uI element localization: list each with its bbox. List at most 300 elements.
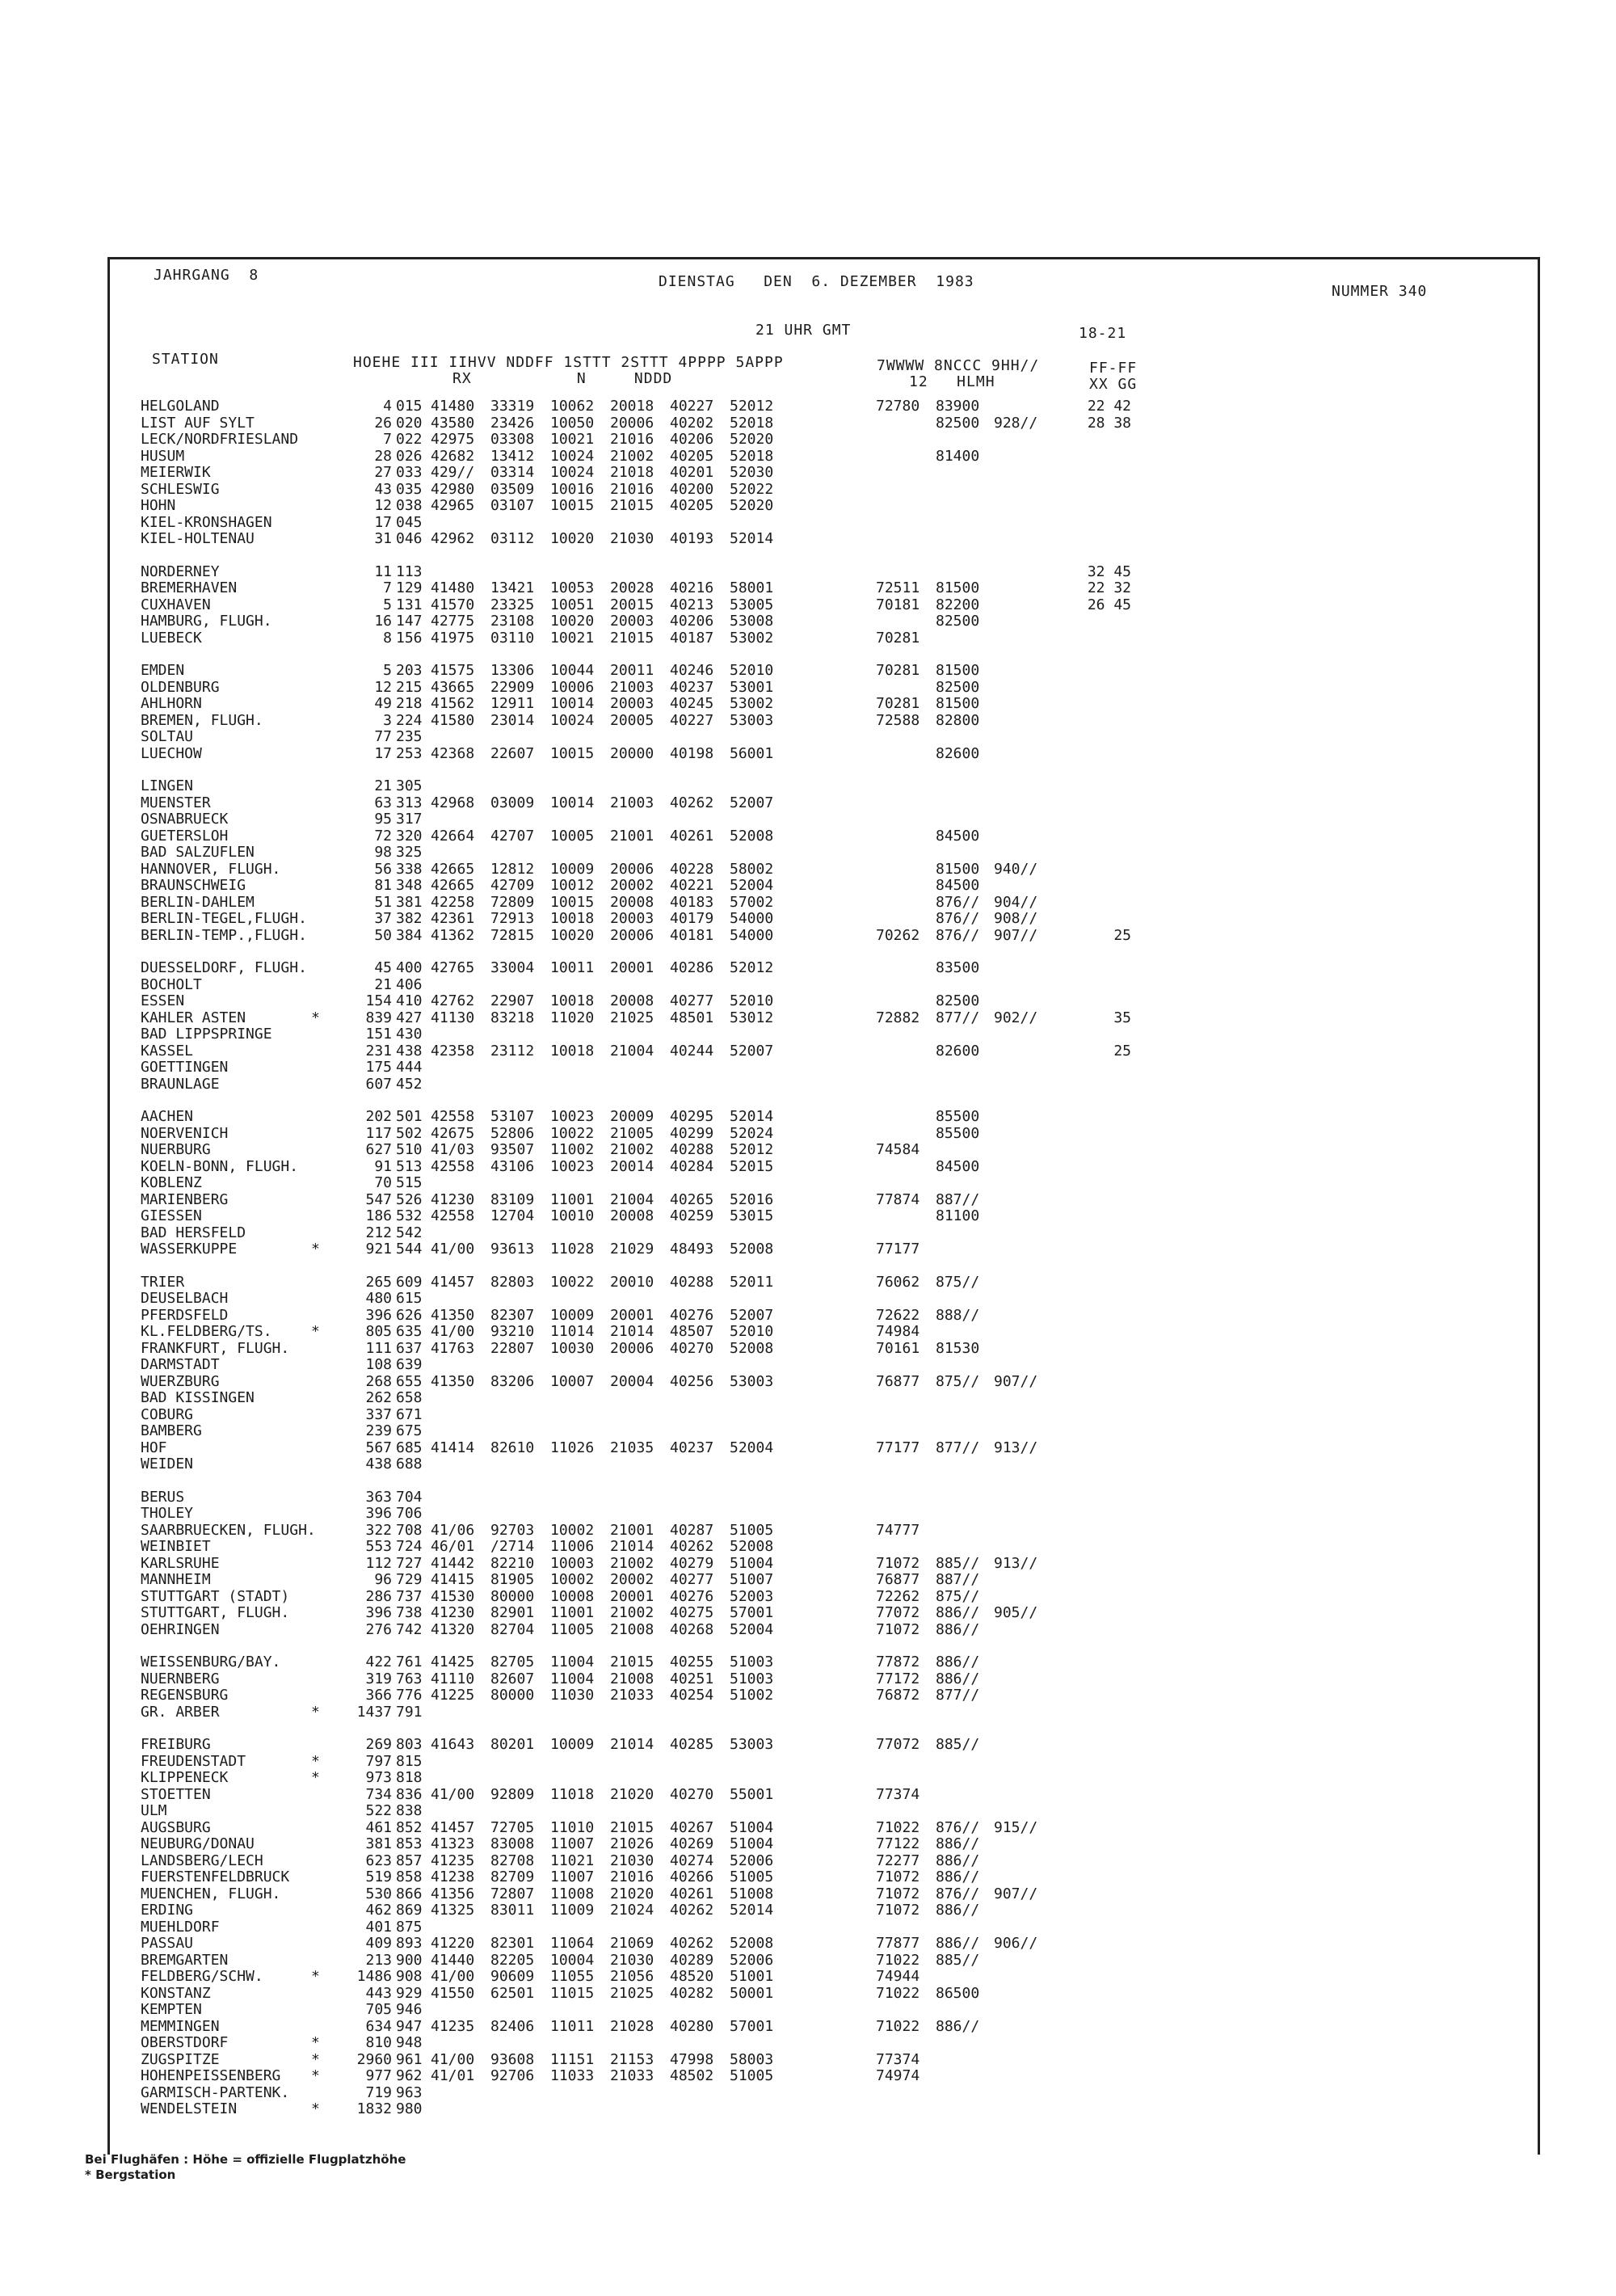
station-index: 384	[396, 926, 423, 944]
group-4pppp: 40246	[670, 662, 714, 679]
station-row	[129, 1440, 1180, 1457]
elevation: 519	[365, 1868, 392, 1885]
group-5appp: 53003	[730, 711, 774, 729]
station-name: WASSERKUPPE	[141, 1241, 238, 1258]
group-iihvv: 43665	[431, 678, 475, 696]
elevation: 322	[365, 1521, 392, 1539]
mountain-mark: *	[311, 1009, 320, 1026]
group-2sttt: 21014	[610, 1323, 654, 1340]
group-8nccc: 81500	[936, 579, 980, 596]
group-2sttt: 20003	[610, 910, 654, 927]
group-8nccc: 886//	[936, 1935, 980, 1952]
group-1sttt: 11007	[550, 1868, 595, 1885]
station-row	[129, 515, 1180, 532]
elevation: 43	[374, 480, 392, 498]
station-index: 706	[396, 1505, 423, 1522]
group-2sttt: 20003	[610, 613, 654, 630]
group-2sttt: 21003	[610, 794, 654, 811]
group-1sttt: 10023	[550, 1108, 595, 1125]
group-4pppp: 40262	[670, 794, 714, 811]
group-iihvv: 41235	[431, 2017, 475, 2035]
group-9hh: 907//	[994, 926, 1038, 944]
group-iihvv: 42980	[431, 480, 475, 498]
group-iihvv: 42965	[431, 497, 475, 514]
group-5appp: 58001	[730, 579, 774, 596]
group-4pppp: 40259	[670, 1207, 714, 1224]
station-index: 815	[396, 1752, 423, 1770]
station-name: BERUS	[141, 1488, 185, 1506]
group-1sttt: 11020	[550, 1009, 595, 1026]
group-iihvv: 41530	[431, 1587, 475, 1605]
group-2sttt: 21008	[610, 1670, 654, 1687]
station-row	[129, 993, 1180, 1010]
mountain-mark: *	[311, 2067, 320, 2084]
elevation: 5	[383, 596, 392, 613]
group-iihvv: 41110	[431, 1670, 475, 1687]
station-row	[129, 960, 1180, 977]
group-gap	[129, 1721, 1180, 1737]
elevation: 461	[365, 1818, 392, 1836]
station-index: 033	[396, 464, 423, 481]
elevation: 567	[365, 1439, 392, 1456]
group-9hh: 902//	[994, 1009, 1038, 1026]
station-name: KIEL-HOLTENAU	[141, 530, 255, 547]
volume-label: JAHRGANG 8	[154, 267, 259, 284]
group-9hh: 940//	[994, 860, 1038, 878]
station-row	[129, 1969, 1180, 1986]
group-8nccc: 81400	[936, 447, 980, 465]
station-index: 724	[396, 1538, 423, 1555]
station-name: BREMERHAVEN	[141, 579, 238, 596]
group-iihvv: 41225	[431, 1687, 475, 1704]
group-nddff: 72807	[490, 1885, 535, 1902]
group-2sttt: 21015	[610, 497, 654, 514]
group-iihvv: 41643	[431, 1736, 475, 1753]
station-name: BAD SALZUFLEN	[141, 844, 255, 861]
code-header-line1: HOEHE III IIHVV NDDFF 1STTT 2STTT 4PPPP 5APPP	[353, 354, 784, 371]
station-row	[129, 1556, 1180, 1573]
group-2sttt: 21020	[610, 1785, 654, 1803]
mountain-mark: *	[311, 2050, 320, 2068]
group-2sttt: 21003	[610, 678, 654, 696]
group-9hh: 907//	[994, 1885, 1038, 1902]
group-iihvv: 41/03	[431, 1141, 475, 1158]
group-iihvv: 41235	[431, 1852, 475, 1869]
group-gap	[129, 647, 1180, 663]
group-8nccc: 83500	[936, 959, 980, 976]
station-index: 685	[396, 1439, 423, 1456]
elevation: 627	[365, 1141, 392, 1158]
group-1sttt: 11008	[550, 1885, 595, 1902]
group-7wwww: 77872	[876, 1654, 920, 1670]
group-7wwww: 71072	[876, 1885, 920, 1902]
group-nddff: 23426	[490, 414, 535, 432]
station-index: 836	[396, 1785, 423, 1803]
elevation: 17	[374, 744, 392, 762]
station-index: 858	[396, 1868, 423, 1885]
group-5appp: 52024	[730, 1124, 774, 1142]
station-name: BREMEN, FLUGH.	[141, 711, 263, 729]
elevation: 186	[365, 1207, 392, 1224]
station-index: 022	[396, 431, 423, 448]
group-8nccc: 81100	[936, 1207, 980, 1224]
group-2sttt: 21030	[610, 1951, 654, 1969]
station-name: MUENCHEN, FLUGH.	[141, 1885, 281, 1902]
group-nddff: 92809	[490, 1785, 535, 1803]
group-8nccc: 876//	[936, 926, 980, 944]
group-8nccc: 84500	[936, 1157, 980, 1175]
group-2sttt: 20010	[610, 1273, 654, 1291]
station-index: 513	[396, 1157, 423, 1175]
station-name: BAD LIPPSPRINGE	[141, 1026, 272, 1043]
group-9hh: 928//	[994, 414, 1038, 432]
station-row	[129, 1737, 1180, 1754]
group-iihvv: 41480	[431, 579, 475, 596]
station-name: BAD KISSINGEN	[141, 1389, 255, 1406]
group-8nccc: 84500	[936, 877, 980, 894]
group-iihvv: 41130	[431, 1009, 475, 1026]
group-iihvv: 41238	[431, 1868, 475, 1885]
group-1sttt: 10007	[550, 1372, 595, 1390]
group-8nccc: 82500	[936, 414, 980, 432]
station-row	[129, 1787, 1180, 1804]
group-5appp: 50001	[730, 1984, 774, 2002]
group-2sttt: 21029	[610, 1241, 654, 1258]
elevation: 17	[374, 513, 392, 531]
station-name: OBERSTDORF	[141, 2034, 229, 2051]
mountain-mark: *	[311, 1769, 320, 1786]
station-row	[129, 1539, 1180, 1556]
station-index: 544	[396, 1241, 423, 1258]
station-name: KIEL-KRONSHAGEN	[141, 513, 272, 531]
group-2sttt: 20001	[610, 959, 654, 976]
group-5appp: 54000	[730, 926, 774, 944]
group-iihvv: 41362	[431, 926, 475, 944]
group-nddff: 93613	[490, 1241, 535, 1258]
group-2sttt: 21015	[610, 1818, 654, 1836]
station-row	[129, 1010, 1180, 1027]
group-nddff: 83008	[490, 1835, 535, 1852]
elevation: 12	[374, 678, 392, 696]
group-4pppp: 40206	[670, 431, 714, 448]
station-index: 929	[396, 1984, 423, 2002]
station-row	[129, 1820, 1180, 1837]
station-row	[129, 1671, 1180, 1688]
elevation: 319	[365, 1670, 392, 1687]
station-index: 946	[396, 2001, 423, 2018]
station-row	[129, 2068, 1180, 2085]
group-iihvv: 41220	[431, 1935, 475, 1952]
group-iihvv: 41480	[431, 398, 475, 415]
group-1sttt: 11151	[550, 2050, 595, 2068]
group-1sttt: 10002	[550, 1521, 595, 1539]
group-2sttt: 20011	[610, 662, 654, 679]
group-1sttt: 10018	[550, 992, 595, 1009]
station-row	[129, 1423, 1180, 1440]
group-2sttt: 20002	[610, 877, 654, 894]
station-table	[129, 398, 1180, 2118]
station-name: GUETERSLOH	[141, 827, 229, 845]
group-7wwww: 77177	[876, 1439, 920, 1456]
group-7wwww: 70281	[876, 629, 920, 647]
group-5appp: 52012	[730, 959, 774, 976]
station-index: 156	[396, 629, 423, 647]
group-2sttt: 20018	[610, 398, 654, 415]
station-row	[129, 415, 1180, 432]
group-8nccc: 876//	[936, 910, 980, 927]
station-index: 129	[396, 579, 423, 596]
group-2sttt: 21002	[610, 1554, 654, 1572]
group-1sttt: 10024	[550, 447, 595, 465]
group-2sttt: 21015	[610, 1654, 654, 1670]
group-iihvv: 42968	[431, 794, 475, 811]
station-index: 626	[396, 1306, 423, 1324]
group-7wwww: 71072	[876, 1554, 920, 1572]
group-1sttt: 11004	[550, 1654, 595, 1670]
station-index: 235	[396, 728, 423, 745]
group-9hh: 906//	[994, 1935, 1038, 1952]
group-4pppp: 40227	[670, 711, 714, 729]
group-7wwww: 77172	[876, 1670, 920, 1687]
group-5appp: 53002	[730, 629, 774, 647]
group-4pppp: 40251	[670, 1670, 714, 1687]
group-7wwww: 76877	[876, 1372, 920, 1390]
group-1sttt: 10018	[550, 1042, 595, 1060]
group-4pppp: 40262	[670, 1538, 714, 1555]
elevation: 921	[365, 1241, 392, 1258]
station-index: 218	[396, 695, 423, 712]
station-index: 147	[396, 613, 423, 630]
station-name: ESSEN	[141, 992, 185, 1009]
group-iihvv: 42558	[431, 1207, 475, 1224]
station-name: ULM	[141, 1802, 167, 1819]
group-7wwww: 77177	[876, 1241, 920, 1258]
group-iihvv: 42368	[431, 744, 475, 762]
group-9hh: 908//	[994, 910, 1038, 927]
station-row	[129, 977, 1180, 994]
group-nddff: 83218	[490, 1009, 535, 1026]
elevation: 175	[365, 1059, 392, 1076]
group-4pppp: 40267	[670, 1818, 714, 1836]
elevation: 56	[374, 860, 392, 878]
group-8nccc: 82800	[936, 711, 980, 729]
group-9hh: 913//	[994, 1554, 1038, 1572]
group-4pppp: 40262	[670, 1935, 714, 1952]
group-iihvv: 41/00	[431, 1323, 475, 1340]
group-1sttt: 10012	[550, 877, 595, 894]
station-name: WEINBIET	[141, 1538, 211, 1555]
elevation: 734	[365, 1785, 392, 1803]
group-nddff: 03509	[490, 480, 535, 498]
group-5appp: 51007	[730, 1571, 774, 1588]
extra-header-line2: 12 HLMH	[909, 373, 995, 390]
group-4pppp: 40213	[670, 596, 714, 613]
station-name: MUEHLDORF	[141, 1918, 220, 1936]
group-8nccc: 876//	[936, 1818, 980, 1836]
station-index: 609	[396, 1273, 423, 1291]
group-5appp: 52022	[730, 480, 774, 498]
elevation: 21	[374, 975, 392, 993]
station-name: EMDEN	[141, 662, 185, 679]
station-name: BERLIN-TEMP.,FLUGH.	[141, 926, 307, 944]
group-1sttt: 10011	[550, 959, 595, 976]
wind-gust: 22 42	[1087, 398, 1131, 415]
elevation: 3	[383, 711, 392, 729]
group-2sttt: 21016	[610, 431, 654, 448]
station-name: LECK/NORDFRIESLAND	[141, 431, 299, 448]
group-nddff: 12812	[490, 860, 535, 878]
station-row	[129, 1109, 1180, 1126]
group-5appp: 52008	[730, 1241, 774, 1258]
wind-gust: 26 45	[1087, 596, 1131, 613]
station-row	[129, 1308, 1180, 1325]
station-row	[129, 432, 1180, 449]
station-row	[129, 895, 1180, 912]
group-7wwww: 76062	[876, 1273, 920, 1291]
elevation: 96	[374, 1571, 392, 1588]
extra-header-line1: 7WWWW 8NCCC 9HH//	[877, 357, 1040, 374]
wind-gust: 25	[1113, 1042, 1131, 1060]
station-row	[129, 2101, 1180, 2118]
group-4pppp: 40280	[670, 2017, 714, 2035]
group-2sttt: 21005	[610, 1124, 654, 1142]
group-4pppp: 40244	[670, 1042, 714, 1060]
group-1sttt: 10022	[550, 1273, 595, 1291]
elevation: 409	[365, 1935, 392, 1952]
group-8nccc: 82500	[936, 678, 980, 696]
group-1sttt: 10014	[550, 695, 595, 712]
group-1sttt: 11055	[550, 1968, 595, 1985]
wind-gust: 28 38	[1087, 414, 1131, 432]
group-iihvv: 41575	[431, 662, 475, 679]
group-iihvv: 46/01	[431, 1538, 475, 1555]
group-4pppp: 40284	[670, 1157, 714, 1175]
group-8nccc: 85500	[936, 1108, 980, 1125]
group-8nccc: 886//	[936, 2017, 980, 2035]
group-2sttt: 20008	[610, 893, 654, 911]
group-iihvv: 41323	[431, 1835, 475, 1852]
group-4pppp: 40277	[670, 1571, 714, 1588]
group-8nccc: 875//	[936, 1587, 980, 1605]
group-2sttt: 21014	[610, 1736, 654, 1753]
station-index: 015	[396, 398, 423, 415]
group-4pppp: 40261	[670, 1885, 714, 1902]
elevation: 839	[365, 1009, 392, 1026]
group-5appp: 53003	[730, 1736, 774, 1753]
group-1sttt: 10004	[550, 1951, 595, 1969]
group-nddff: 23112	[490, 1042, 535, 1060]
group-iihvv: 42675	[431, 1124, 475, 1142]
group-7wwww: 77072	[876, 1736, 920, 1753]
station-name: KARLSRUHE	[141, 1554, 220, 1572]
group-gap	[129, 1093, 1180, 1109]
group-nddff: 83109	[490, 1190, 535, 1208]
station-row	[129, 1076, 1180, 1093]
station-index: 501	[396, 1108, 423, 1125]
group-4pppp: 40201	[670, 464, 714, 481]
elevation: 337	[365, 1405, 392, 1423]
group-2sttt: 21153	[610, 2050, 654, 2068]
group-8nccc: 876//	[936, 893, 980, 911]
elevation: 98	[374, 844, 392, 861]
group-2sttt: 20014	[610, 1157, 654, 1175]
elevation: 95	[374, 811, 392, 828]
elevation: 117	[365, 1124, 392, 1142]
station-row	[129, 1803, 1180, 1820]
station-name: PFERDSFELD	[141, 1306, 229, 1324]
group-7wwww: 77122	[876, 1835, 920, 1852]
station-index: 438	[396, 1042, 423, 1060]
station-index: 035	[396, 480, 423, 498]
group-4pppp: 40200	[670, 480, 714, 498]
group-7wwww: 71072	[876, 1620, 920, 1638]
group-1sttt: 10022	[550, 1124, 595, 1142]
elevation: 72	[374, 827, 392, 845]
group-8nccc: 81530	[936, 1339, 980, 1357]
group-4pppp: 40288	[670, 1141, 714, 1158]
station-row	[129, 1919, 1180, 1936]
elevation: 607	[365, 1075, 392, 1093]
group-1sttt: 11001	[550, 1604, 595, 1621]
station-name: HUSUM	[141, 447, 185, 465]
station-name: HOHENPEISSENBERG	[141, 2067, 281, 2084]
observation-time: 21 UHR GMT	[755, 322, 852, 339]
group-2sttt: 21030	[610, 530, 654, 547]
group-gap	[129, 1638, 1180, 1654]
elevation: 12	[374, 497, 392, 514]
group-1sttt: 10015	[550, 497, 595, 514]
station-name: THOLEY	[141, 1505, 194, 1522]
group-2sttt: 20003	[610, 695, 654, 712]
station-index: 203	[396, 662, 423, 679]
group-1sttt: 10030	[550, 1339, 595, 1357]
station-name: BERLIN-TEGEL,FLUGH.	[141, 910, 307, 927]
elevation: 91	[374, 1157, 392, 1175]
group-5appp: 51008	[730, 1885, 774, 1902]
group-1sttt: 10053	[550, 579, 595, 596]
station-name: NOERVENICH	[141, 1124, 229, 1142]
station-index: 708	[396, 1521, 423, 1539]
group-iihvv: 42664	[431, 827, 475, 845]
group-iihvv: 41415	[431, 1571, 475, 1588]
station-name: MARIENBERG	[141, 1190, 229, 1208]
group-5appp: 52004	[730, 1620, 774, 1638]
group-8nccc: 81500	[936, 860, 980, 878]
elevation: 21	[374, 777, 392, 794]
group-gap	[129, 762, 1180, 778]
elevation: 977	[365, 2067, 392, 2084]
group-8nccc: 83900	[936, 398, 980, 415]
group-5appp: 53005	[730, 596, 774, 613]
group-nddff: 03308	[490, 431, 535, 448]
station-row	[129, 1241, 1180, 1258]
group-5appp: 52030	[730, 464, 774, 481]
station-row	[129, 465, 1180, 482]
group-7wwww: 72780	[876, 398, 920, 415]
group-4pppp: 40237	[670, 1439, 714, 1456]
group-5appp: 51005	[730, 1868, 774, 1885]
station-row	[129, 1836, 1180, 1853]
group-1sttt: 11015	[550, 1984, 595, 2002]
footnote-mountain: * Bergstation	[85, 2168, 176, 2182]
group-nddff: 80000	[490, 1687, 535, 1704]
elevation: 108	[365, 1356, 392, 1373]
group-5appp: 51003	[730, 1670, 774, 1687]
station-row	[129, 1390, 1180, 1407]
group-1sttt: 10024	[550, 711, 595, 729]
group-4pppp: 40256	[670, 1372, 714, 1390]
station-index: 542	[396, 1224, 423, 1241]
